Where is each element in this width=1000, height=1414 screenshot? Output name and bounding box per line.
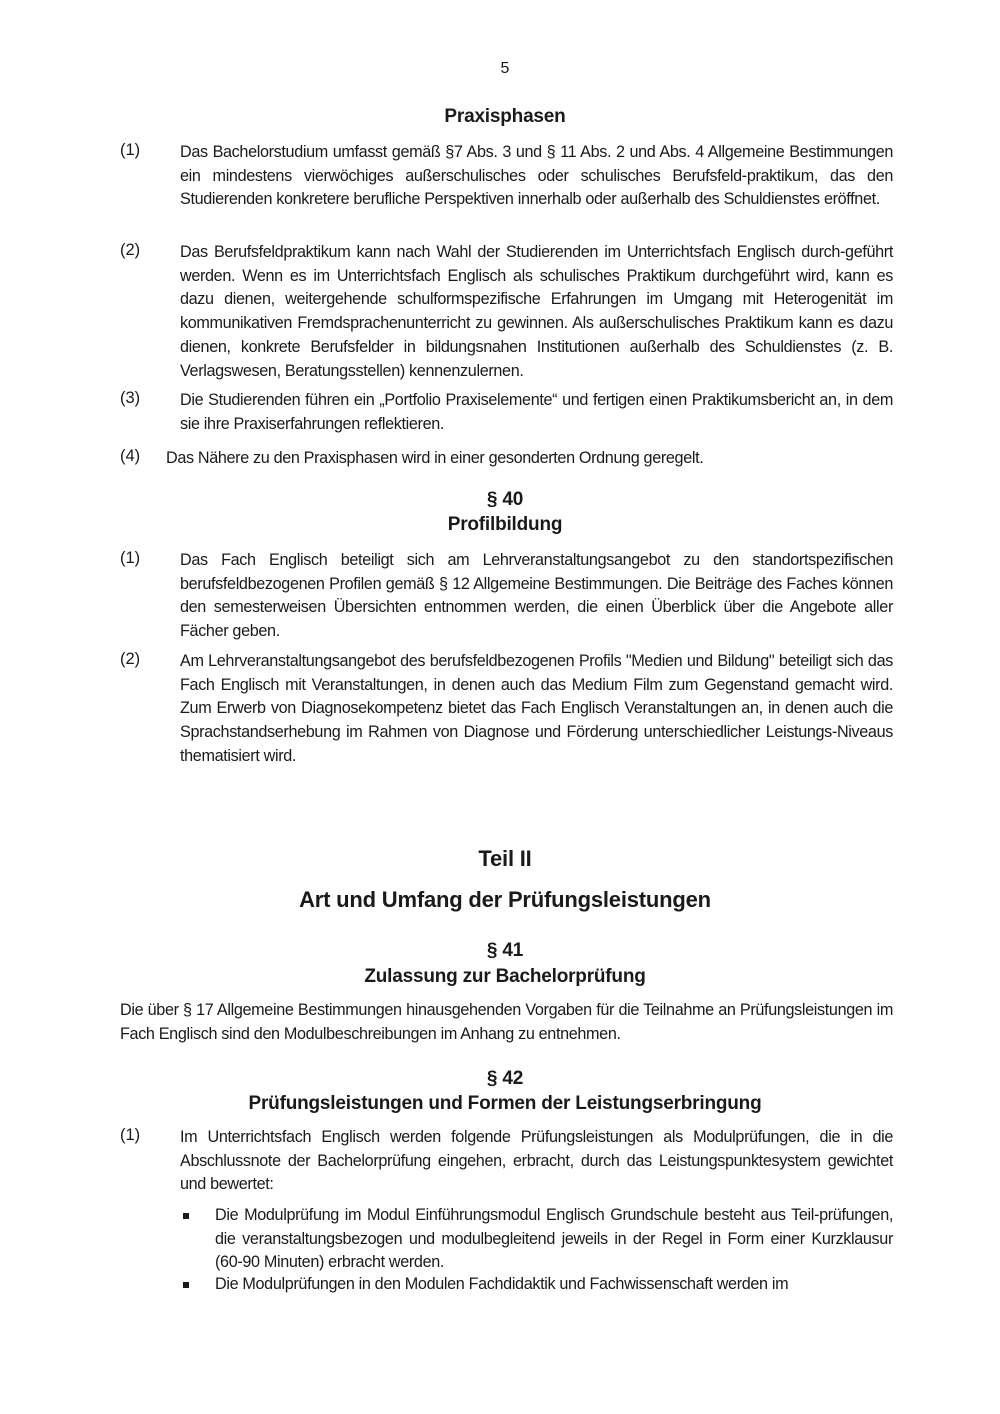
bullet-square-icon bbox=[183, 1213, 189, 1219]
paragraph-text: Am Lehrveranstaltungsangebot des berufsfeldbezogenen Profils "Medien und Bildung" beteiligt sich das Fach Englisch mit Veranstaltungen, in denen auch das Medium Film zum Gegenstand gemacht wird. Zum Erwerb von Diagnosekompetenz bietet das Fach Englisch Veranstaltungen an, in denen auch die Sprachstandserhebung im Rahmen von Diagnose und Förderung unterschiedlicher Leistungs-Niveaus thematisiert wird. bbox=[180, 652, 893, 765]
page-number: 5 bbox=[500, 60, 510, 77]
part-title: Art und Umfang der Prüfungsleistungen bbox=[299, 887, 711, 912]
profil-paragraph-1 bbox=[120, 549, 893, 644]
paragraph-text: Das Bachelorstudium umfasst gemäß §7 Abs. 3 und § 11 Abs. 2 und Abs. 4 Allgemeine Bestimmungen ein mindestens vierwöchiges außerschulisches oder schulisches Berufsfeld-praktikum, das den Studierenden konkretere berufliche Perspektiven innerhalb oder außerhalb des Schuldienstes eröffnet. bbox=[180, 143, 893, 209]
paragraph-number: (1) bbox=[120, 549, 141, 567]
section-title-zulassung: Zulassung zur Bachelorprüfung bbox=[364, 966, 646, 987]
section-title-profilbildung: Profilbildung bbox=[447, 514, 563, 535]
section-number-40: § 40 bbox=[486, 489, 524, 510]
zulassung-text: Die über § 17 Allgemeine Bestimmungen hinausgehenden Vorgaben für die Teilnahme an Prüfungsleistungen im Fach Englisch sind den Modulbeschreibungen im Anhang zu entnehmen. bbox=[120, 1001, 893, 1043]
paragraph-number: (2) bbox=[120, 650, 141, 668]
paragraph-text: Das Berufsfeldpraktikum kann nach Wahl der Studierenden im Unterrichtsfach Englisch durch-geführt werden. Wenn es im Unterrichtsfach Englisch als schulisches Praktikum durchgeführt wird, kann es dazu dienen, weitergehende schulformspezifische Erfahrungen im Umgang mit Heterogenität im kommunikativen Fremdsprachenunterricht zu gewinnen. Als außerschulisches Praktikum kann es dazu dienen, konkrete Berufsfelder in bildungsnahen Institutionen außerhalb des Schuldienstes (z. B. Verlagswesen, Beratungsstellen) kennenzulernen. bbox=[180, 243, 893, 380]
section-number-41: § 41 bbox=[486, 940, 524, 961]
paragraph-number: (1) bbox=[120, 1126, 141, 1144]
pruefung-paragraph-1 bbox=[120, 1126, 893, 1197]
bullet-square-icon bbox=[183, 1282, 189, 1288]
praxis-paragraph-1 bbox=[120, 141, 893, 212]
bullet-text: Die Modulprüfungen in den Modulen Fachdidaktik und Fachwissenschaft werden im bbox=[215, 1275, 789, 1293]
bullet-text: Die Modulprüfung im Modul Einführungsmodul Englisch Grundschule besteht aus Teil-prüfungen, die veranstaltungsbezogen und modulbegleitend jeweils in der Regel in Form einer Kurzklausur (60-90 Minuten) erbracht werden. bbox=[215, 1206, 893, 1272]
paragraph-text: Die Studierenden führen ein „Portfolio Praxiselemente“ und fertigen einen Praktikumsbericht an, in dem sie ihre Praxiserfahrungen reflektieren. bbox=[180, 391, 893, 433]
section-title-praxisphasen: Praxisphasen bbox=[444, 106, 566, 127]
paragraph-number: (2) bbox=[120, 241, 141, 259]
bullet-item-1 bbox=[183, 1204, 893, 1275]
praxis-paragraph-3 bbox=[120, 389, 893, 436]
paragraph-text: Das Fach Englisch beteiligt sich am Lehrveranstaltungsangebot zu den standortspezifischen berufsfeldbezogenen Profilen gemäß § 12 Allgemeine Bestimmungen. Die Beiträge des Faches können den semesterweisen Übersichten entnommen werden, die einen Überblick über die Angebote aller Fächer geben. bbox=[180, 551, 893, 641]
section-number-42: § 42 bbox=[486, 1068, 524, 1089]
praxis-paragraph-2 bbox=[120, 241, 893, 383]
paragraph-text: Im Unterrichtsfach Englisch werden folgende Prüfungsleistungen als Modulprüfungen, die in die Abschlussnote der Bachelorprüfung eingehen, erbracht, durch das Leistungspunktesystem gewichtet und bewertet: bbox=[180, 1128, 893, 1194]
profil-paragraph-2 bbox=[120, 650, 893, 769]
paragraph-number: (1) bbox=[120, 141, 141, 159]
part-label: Teil II bbox=[478, 846, 532, 871]
praxis-paragraph-4 bbox=[120, 447, 893, 471]
paragraph-number: (3) bbox=[120, 389, 141, 407]
paragraph-number: (4) bbox=[120, 447, 141, 465]
section-title-pruefungsleistungen: Prüfungsleistungen und Formen der Leistungserbringung bbox=[248, 1093, 762, 1114]
bullet-item-2 bbox=[183, 1273, 893, 1297]
paragraph-text: Das Nähere zu den Praxisphasen wird in einer gesonderten Ordnung geregelt. bbox=[166, 449, 704, 467]
